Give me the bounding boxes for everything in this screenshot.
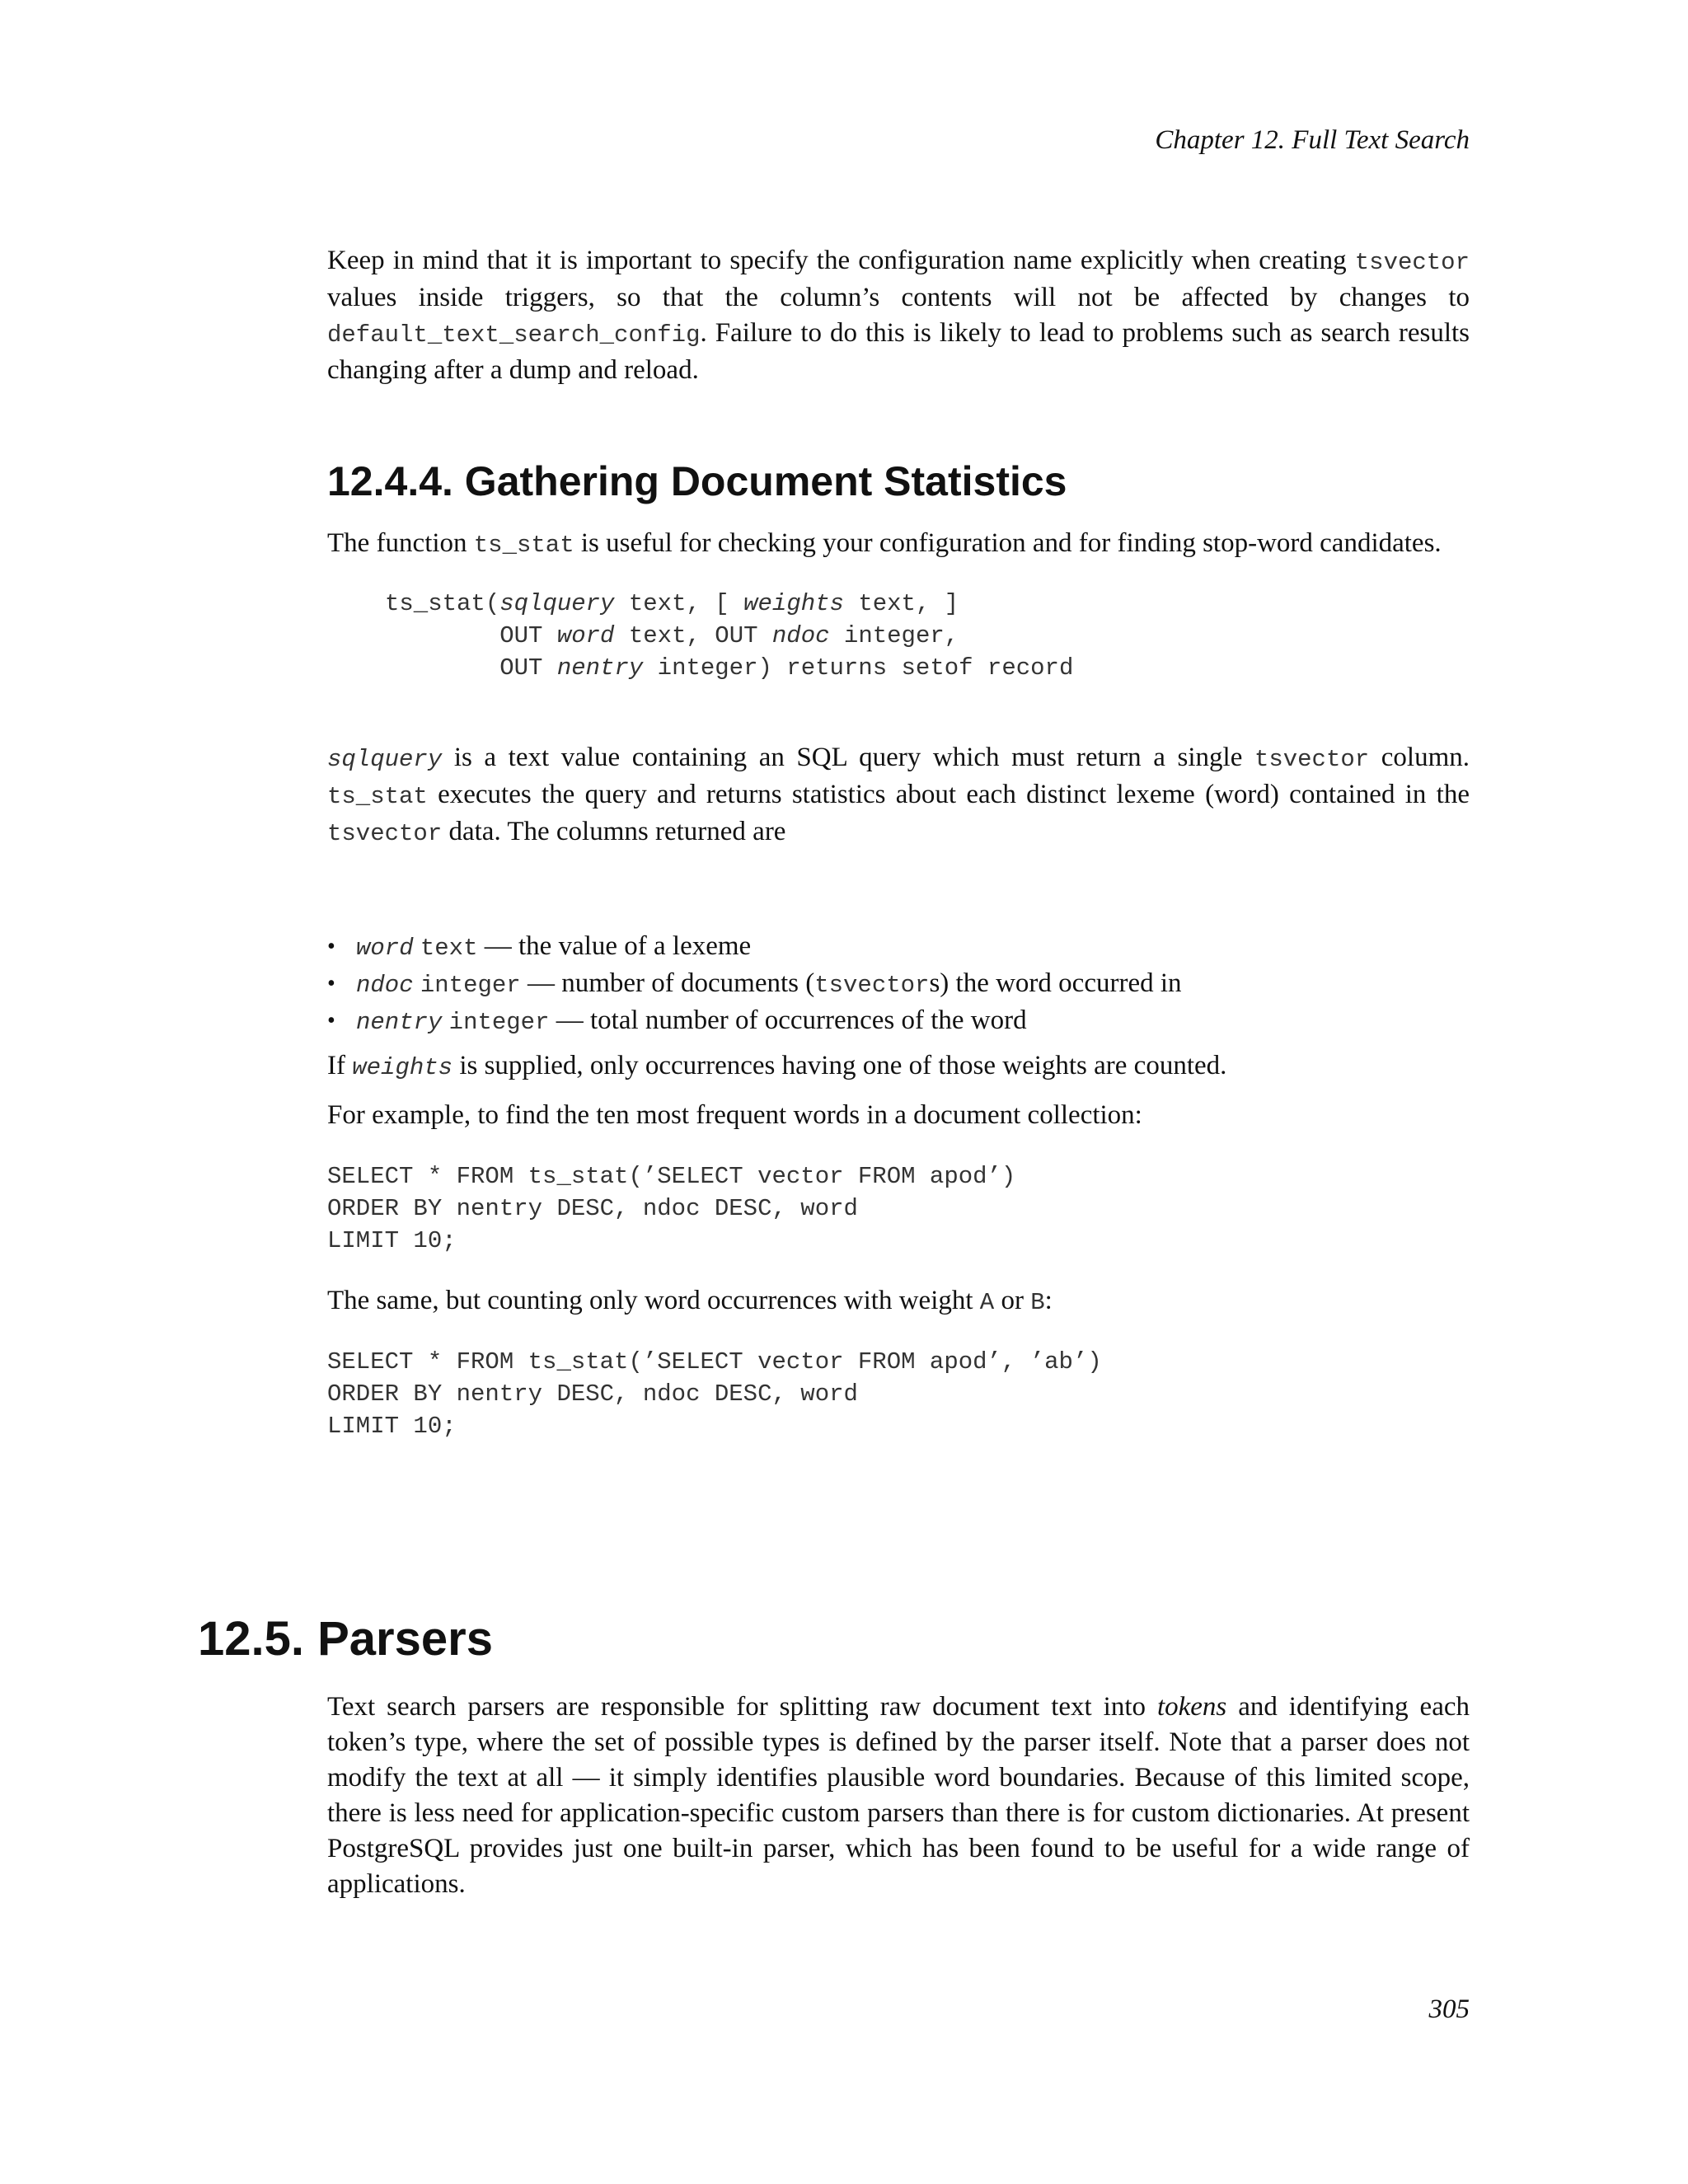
- inline-code: tsvector: [327, 820, 443, 847]
- weights-note-block: [327, 1048, 1470, 1085]
- example-1-block: [327, 1160, 1470, 1257]
- section-lead: [327, 526, 1470, 563]
- page-number: 305: [1428, 1994, 1470, 2024]
- weights-note: If weights is supplied, only occurrences having one of those weights are counted.: [327, 1051, 1227, 1081]
- text-run: is useful for checking your configuration and for finding stop-word candidates.: [574, 528, 1442, 558]
- example-2-block: [327, 1346, 1470, 1442]
- running-header: Chapter 12. Full Text Search: [1155, 125, 1470, 155]
- code-example-2: SELECT * FROM ts_stat(’SELECT vector FROM apod’, ’ab’) ORDER BY nentry DESC, ndoc DESC, word LIMIT 10;: [327, 1348, 1102, 1440]
- intro-paragraph: [327, 243, 1470, 388]
- text-run: is a text value containing an SQL query which must return a single: [442, 743, 1254, 772]
- function-signature: ts_stat(sqlquery text, [ weights text, ] OUT word text, OUT ndoc integer, OUT nentry integer) returns setof record: [385, 590, 1074, 682]
- inline-code: tsvector: [1254, 746, 1370, 773]
- inline-code: ts_stat: [473, 532, 574, 559]
- parsers-paragraph-block: [327, 1690, 1470, 1902]
- text-run: column.: [1369, 743, 1470, 772]
- description-block: [327, 740, 1470, 851]
- section-heading-12-4-4: 12.4.4. Gathering Document Statistics: [327, 458, 1067, 504]
- inline-code: sqlquery: [327, 746, 443, 773]
- section-heading-12-5: 12.5. Parsers: [198, 1612, 493, 1666]
- list-item: • ndoc integer — number of documents (tsvectors) the word occurred in: [327, 966, 1470, 1003]
- text-run: values inside triggers, so that the column’s contents will not be affected by changes to: [327, 283, 1470, 312]
- text-run: executes the query and returns statistics about each distinct lexeme (word) contained in the: [427, 780, 1470, 809]
- list-item: • nentry integer — total number of occurrences of the word: [327, 1003, 1470, 1040]
- inline-code: default_text_search_config: [327, 321, 701, 349]
- example-2-intro-block: [327, 1283, 1470, 1320]
- intro-paragraph-block: [327, 243, 1470, 388]
- list-item: • word text — the value of a lexeme: [327, 929, 1470, 966]
- parsers-paragraph: Text search parsers are responsible for splitting raw document text into tokens and identifying each token’s type, where the set of possible types is defined by the parser itself. Note that a parser does not modify the text at all — it simply identifies plausible word boundaries. Because of this limited scope, there is less need for application-specific custom parsers than there is for custom dictionaries. At present PostgreSQL provides just one built-in parser, which has been found to be useful for a wide range of applications.: [327, 1692, 1470, 1899]
- inline-code: ts_stat: [327, 783, 428, 810]
- text-run: Keep in mind that it is important to specify the configuration name explicitly when creating: [327, 246, 1355, 275]
- text-run: The function: [327, 528, 474, 558]
- text-run: data. The columns returned are: [442, 817, 786, 846]
- function-signature-block: [385, 588, 1527, 684]
- columns-list: [327, 929, 1470, 1040]
- text-run: . Failure to do this is likely to lead to problems such as search results changing after a dump and reload.: [327, 318, 1470, 385]
- code-example-1: SELECT * FROM ts_stat(’SELECT vector FROM apod’) ORDER BY nentry DESC, ndoc DESC, word LIMIT 10;: [327, 1163, 1016, 1254]
- columns-list-block: [327, 929, 1470, 1040]
- description-paragraph: [327, 740, 1470, 851]
- example-intro: For example, to find the ten most frequent words in a document collection:: [327, 1100, 1142, 1130]
- section-lead-block: [327, 526, 1470, 563]
- example-2-intro: The same, but counting only word occurrences with weight A or B:: [327, 1286, 1053, 1316]
- inline-code: tsvector: [1354, 249, 1470, 276]
- example-intro-block: [327, 1098, 1470, 1133]
